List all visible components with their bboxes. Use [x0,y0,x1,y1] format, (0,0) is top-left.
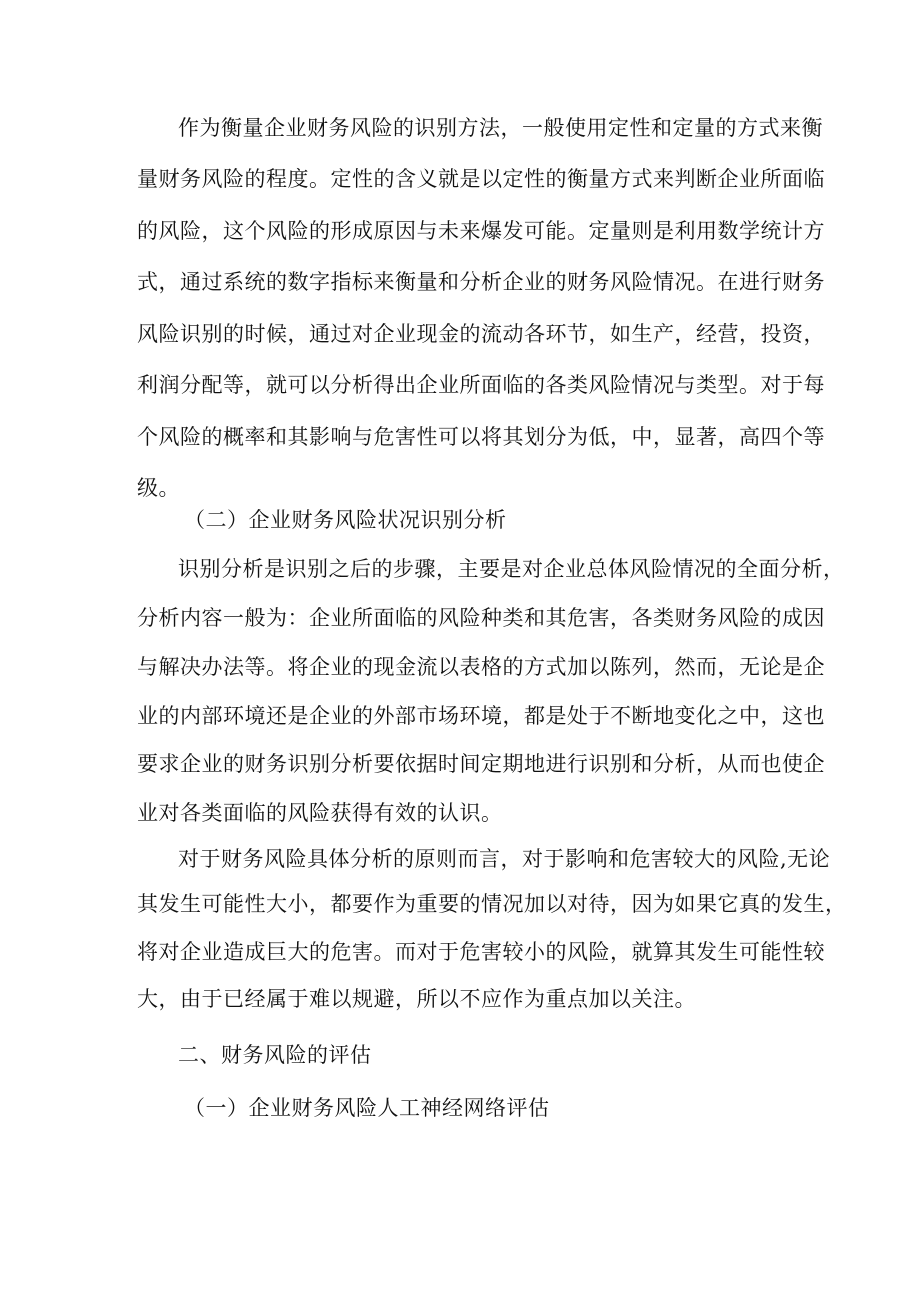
text-line: 识别分析是识别之后的步骤，主要是对企业总体风险情况的全面分析， [178,557,845,581]
section-heading-risk-assessment: 二、财务风险的评估 [178,1043,372,1067]
text-line: 要求企业的财务识别分析要依据时间定期地进行识别和分析，从而也使企 [137,752,825,776]
text-line: 业对各类面临的风险获得有效的认识。 [137,801,503,825]
text-line: 对于财务风险具体分析的原则而言，对于影响和危害较大的风险,无论 [178,847,831,871]
text-line: 业的内部环境还是企业的外部市场环境，都是处于不断地变化之中，这也 [137,704,825,728]
text-line: 分析内容一般为：企业所面临的风险种类和其危害，各类财务风险的成因 [137,606,825,630]
text-line: 级。 [137,476,180,500]
text-line: 的风险，这个风险的形成原因与未来爆发可能。定量则是利用数学统计方 [137,219,825,243]
text-line: 风险识别的时候，通过对企业现金的流动各环节，如生产，经营，投资， [137,322,825,346]
text-line: 大，由于已经属于难以规避，所以不应作为重点加以关注。 [137,987,696,1011]
text-line: 利润分配等，就可以分析得出企业所面临的各类风险情况与类型。对于每 [137,373,825,397]
subsection-heading-neural-network: （一）企业财务风险人工神经网络评估 [184,1096,550,1120]
section-heading-status-analysis: （二）企业财务风险状况识别分析 [184,508,507,532]
text-line: 个风险的概率和其影响与危害性可以将其划分为低，中，显著，高四个等 [137,425,825,449]
text-line: 量财务风险的程度。定性的含义就是以定性的衡量方式来判断企业所面临 [137,167,825,191]
text-line: 式，通过系统的数字指标来衡量和分析企业的财务风险情况。在进行财务 [137,270,825,294]
text-line: 与解决办法等。将企业的现金流以表格的方式加以陈列，然而，无论是企 [137,655,825,679]
text-line: 将对企业造成巨大的危害。而对于危害较小的风险，就算其发生可能性较 [137,940,825,964]
text-line: 作为衡量企业财务风险的识别方法，一般使用定性和定量的方式来衡 [178,116,823,140]
text-line: 其发生可能性大小，都要作为重要的情况加以对待，因为如果它真的发生， [137,892,847,916]
